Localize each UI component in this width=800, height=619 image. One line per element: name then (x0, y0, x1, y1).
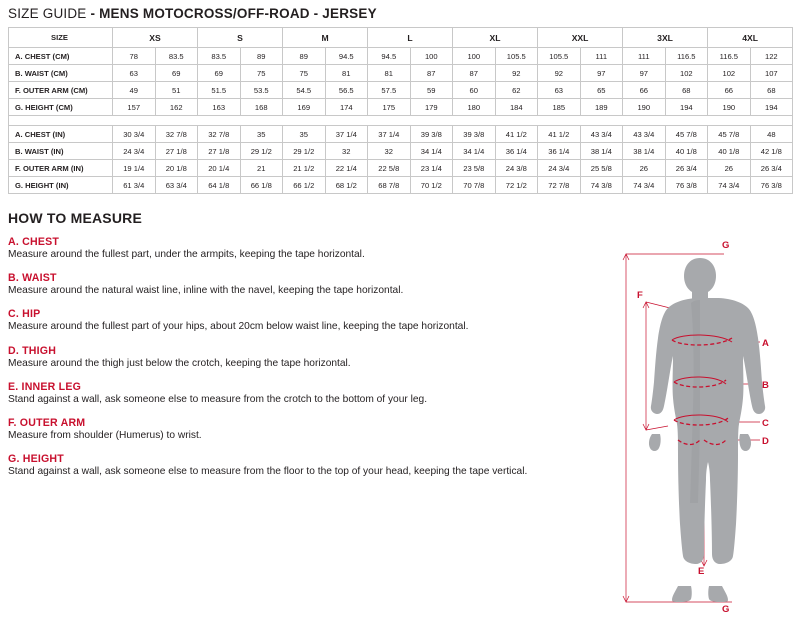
column-header-3xl: 3XL (623, 28, 708, 48)
table-cell: 35 (240, 126, 283, 143)
measure-item-key: G. HEIGHT (8, 453, 64, 466)
table-cell: 66 (708, 82, 751, 99)
table-cell: 81 (325, 65, 368, 82)
figure-label-g-bottom: G (722, 604, 730, 614)
table-cell: 189 (580, 99, 623, 116)
table-cell: 116.5 (665, 48, 708, 65)
table-cell: 75 (283, 65, 326, 82)
table-cell: 26 3/4 (665, 160, 708, 177)
table-cell: 54.5 (283, 82, 326, 99)
measure-item-key: F. OUTER ARM (8, 417, 86, 430)
row-label: A. CHEST (IN) (9, 126, 113, 143)
table-cell: 53.5 (240, 82, 283, 99)
row-label: B. WAIST (CM) (9, 65, 113, 82)
table-cell: 23 1/4 (410, 160, 453, 177)
table-cell: 76 3/8 (750, 177, 793, 194)
figure-label-e: E (698, 566, 705, 577)
table-spacer-cell (9, 116, 793, 126)
table-cell: 184 (495, 99, 538, 116)
table-cell: 190 (708, 99, 751, 116)
table-cell: 168 (240, 99, 283, 116)
table-cell: 70 1/2 (410, 177, 453, 194)
table-cell: 89 (283, 48, 326, 65)
table-cell: 97 (623, 65, 666, 82)
measure-item-key: E. INNER LEG (8, 380, 82, 393)
column-header-4xl: 4XL (708, 28, 793, 48)
table-cell: 162 (155, 99, 198, 116)
table-cell: 51 (155, 82, 198, 99)
measure-item (8, 236, 618, 261)
measure-item (8, 381, 618, 406)
table-cell: 89 (240, 48, 283, 65)
row-label: G. HEIGHT (CM) (9, 99, 113, 116)
table-cell: 34 1/4 (410, 143, 453, 160)
figure-label-d: D (762, 436, 769, 447)
table-cell: 27 1/8 (155, 143, 198, 160)
table-cell: 32 7/8 (198, 126, 241, 143)
measure-item-key: B. WAIST (8, 272, 57, 285)
table-cell: 68 7/8 (368, 177, 411, 194)
table-cell: 22 5/8 (368, 160, 411, 177)
table-cell: 21 1/2 (283, 160, 326, 177)
table-cell: 32 7/8 (155, 126, 198, 143)
table-cell: 92 (538, 65, 581, 82)
table-cell: 94.5 (325, 48, 368, 65)
table-cell: 37 1/4 (325, 126, 368, 143)
table-cell: 41 1/2 (538, 126, 581, 143)
table-cell: 72 1/2 (495, 177, 538, 194)
body-measurement-figure (612, 236, 792, 614)
table-cell: 87 (410, 65, 453, 82)
table-cell: 22 1/4 (325, 160, 368, 177)
figure-label-c: C (762, 418, 769, 429)
page-title-bold: - MENS MOTOCROSS/OFF-ROAD - JERSEY (90, 6, 377, 21)
table-cell: 92 (495, 65, 538, 82)
table-cell: 29 1/2 (240, 143, 283, 160)
measure-item-text: Stand against a wall, ask someone else to measure from the crotch to the bottom of your leg. (8, 393, 428, 405)
table-cell: 34 1/4 (453, 143, 496, 160)
measure-item-key: D. THIGH (8, 344, 57, 357)
table-cell: 40 1/8 (665, 143, 708, 160)
table-cell: 38 1/4 (580, 143, 623, 160)
measure-item (8, 417, 618, 442)
table-cell: 190 (623, 99, 666, 116)
row-label: F. OUTER ARM (CM) (9, 82, 113, 99)
table-cell: 116.5 (708, 48, 751, 65)
measure-list (8, 236, 618, 479)
table-cell: 57.5 (368, 82, 411, 99)
table-cell: 19 1/4 (113, 160, 156, 177)
table-cell: 66 1/2 (283, 177, 326, 194)
table-cell: 74 3/4 (623, 177, 666, 194)
table-cell: 87 (453, 65, 496, 82)
table-cell: 60 (453, 82, 496, 99)
table-cell: 35 (283, 126, 326, 143)
size-table-header (9, 28, 793, 48)
table-cell: 24 3/8 (495, 160, 538, 177)
table-row (9, 82, 793, 99)
table-cell: 36 1/4 (538, 143, 581, 160)
column-header-l: L (368, 28, 453, 48)
table-cell: 39 3/8 (453, 126, 496, 143)
table-cell: 45 7/8 (665, 126, 708, 143)
table-cell: 39 3/8 (410, 126, 453, 143)
table-cell: 105.5 (538, 48, 581, 65)
table-cell: 102 (665, 65, 708, 82)
table-cell: 69 (155, 65, 198, 82)
table-cell: 32 (368, 143, 411, 160)
measure-item-text: Measure around the fullest part of your hips, about 20cm below waist line, keeping the tape horizontal. (8, 321, 469, 333)
table-cell: 111 (623, 48, 666, 65)
table-cell: 68 (665, 82, 708, 99)
column-header-m: M (283, 28, 368, 48)
table-cell: 68 (750, 82, 793, 99)
table-cell: 169 (283, 99, 326, 116)
measure-item-text: Measure around the fullest part, under the armpits, keeping the tape horizontal. (8, 249, 365, 260)
table-row (9, 65, 793, 82)
table-cell: 30 3/4 (113, 126, 156, 143)
measure-item-text: Measure around the thigh just below the crotch, keeping the tape horizontal. (8, 357, 351, 369)
table-cell: 83.5 (155, 48, 198, 65)
table-cell: 56.5 (325, 82, 368, 99)
table-cell: 94.5 (368, 48, 411, 65)
table-cell: 24 3/4 (113, 143, 156, 160)
table-cell: 32 (325, 143, 368, 160)
table-cell: 37 1/4 (368, 126, 411, 143)
table-cell: 74 3/4 (708, 177, 751, 194)
figure-label-f: F (637, 290, 643, 301)
table-cell: 27 1/8 (198, 143, 241, 160)
how-to-measure-title: HOW TO MEASURE (8, 210, 142, 226)
page-title-light: SIZE GUIDE (8, 6, 87, 21)
figure-label-b: B (762, 380, 769, 391)
row-label: B. WAIST (IN) (9, 143, 113, 160)
table-cell: 157 (113, 99, 156, 116)
table-cell: 40 1/8 (708, 143, 751, 160)
table-cell: 26 (623, 160, 666, 177)
table-cell: 61 3/4 (113, 177, 156, 194)
table-cell: 69 (198, 65, 241, 82)
figure-label-g-top: G (722, 240, 730, 251)
table-cell: 36 1/4 (495, 143, 538, 160)
table-cell: 43 3/4 (623, 126, 666, 143)
table-cell: 20 1/8 (155, 160, 198, 177)
figure-svg (612, 236, 792, 614)
measure-item (8, 345, 618, 370)
measure-item (8, 272, 618, 297)
size-table (8, 27, 793, 194)
table-cell: 97 (580, 65, 623, 82)
table-cell: 48 (750, 126, 793, 143)
table-cell: 194 (750, 99, 793, 116)
table-cell: 38 1/4 (623, 143, 666, 160)
table-cell: 83.5 (198, 48, 241, 65)
table-cell: 76 3/8 (665, 177, 708, 194)
table-row (9, 177, 793, 194)
row-label: G. HEIGHT (IN) (9, 177, 113, 194)
table-cell: 75 (240, 65, 283, 82)
table-row (9, 126, 793, 143)
table-cell: 51.5 (198, 82, 241, 99)
table-cell: 194 (665, 99, 708, 116)
table-cell: 21 (240, 160, 283, 177)
table-cell: 63 3/4 (155, 177, 198, 194)
table-cell: 70 7/8 (453, 177, 496, 194)
table-cell: 68 1/2 (325, 177, 368, 194)
table-cell: 78 (113, 48, 156, 65)
row-label: F. OUTER ARM (IN) (9, 160, 113, 177)
table-cell: 26 (708, 160, 751, 177)
table-spacer-row (9, 116, 793, 126)
table-cell: 66 (623, 82, 666, 99)
table-cell: 107 (750, 65, 793, 82)
table-cell: 65 (580, 82, 623, 99)
table-cell: 111 (580, 48, 623, 65)
measure-item-text: Measure around the natural waist line, inline with the navel, keeping the tape horizontal. (8, 285, 404, 297)
table-cell: 64 1/8 (198, 177, 241, 194)
table-cell: 62 (495, 82, 538, 99)
table-cell: 23 5/8 (453, 160, 496, 177)
measure-item (8, 308, 618, 333)
measure-item-text: Stand against a wall, ask someone else to measure from the floor to the top of your head, keeping the tape vertical. (8, 466, 528, 478)
table-cell: 26 3/4 (750, 160, 793, 177)
table-row (9, 48, 793, 65)
table-cell: 25 5/8 (580, 160, 623, 177)
table-cell: 174 (325, 99, 368, 116)
table-cell: 59 (410, 82, 453, 99)
column-header-s: S (198, 28, 283, 48)
table-cell: 81 (368, 65, 411, 82)
table-cell: 74 3/8 (580, 177, 623, 194)
table-row (9, 143, 793, 160)
measure-item-key: A. CHEST (8, 236, 60, 248)
table-cell: 63 (538, 82, 581, 99)
column-header-xl: XL (453, 28, 538, 48)
row-label: A. CHEST (CM) (9, 48, 113, 65)
measure-item (8, 453, 618, 478)
table-cell: 180 (453, 99, 496, 116)
column-header-size: SIZE (9, 28, 113, 48)
table-cell: 179 (410, 99, 453, 116)
table-cell: 45 7/8 (708, 126, 751, 143)
table-cell: 100 (453, 48, 496, 65)
page-title (8, 6, 792, 21)
table-cell: 20 1/4 (198, 160, 241, 177)
column-header-xs: XS (113, 28, 198, 48)
measure-item-key: C. HIP (8, 308, 41, 321)
size-table-body (9, 48, 793, 194)
body-silhouette (649, 258, 765, 602)
table-cell: 185 (538, 99, 581, 116)
table-cell: 41 1/2 (495, 126, 538, 143)
table-cell: 43 3/4 (580, 126, 623, 143)
table-cell: 72 7/8 (538, 177, 581, 194)
table-cell: 24 3/4 (538, 160, 581, 177)
table-cell: 29 1/2 (283, 143, 326, 160)
table-row (9, 160, 793, 177)
table-cell: 100 (410, 48, 453, 65)
table-row (9, 99, 793, 116)
table-cell: 163 (198, 99, 241, 116)
measure-item-text: Measure from shoulder (Humerus) to wrist. (8, 430, 202, 442)
table-cell: 122 (750, 48, 793, 65)
table-cell: 42 1/8 (750, 143, 793, 160)
table-cell: 66 1/8 (240, 177, 283, 194)
table-header-row (9, 28, 793, 48)
table-cell: 49 (113, 82, 156, 99)
table-cell: 105.5 (495, 48, 538, 65)
table-cell: 175 (368, 99, 411, 116)
column-header-xxl: XXL (538, 28, 623, 48)
table-cell: 63 (113, 65, 156, 82)
figure-label-a: A (762, 338, 769, 349)
table-cell: 102 (708, 65, 751, 82)
